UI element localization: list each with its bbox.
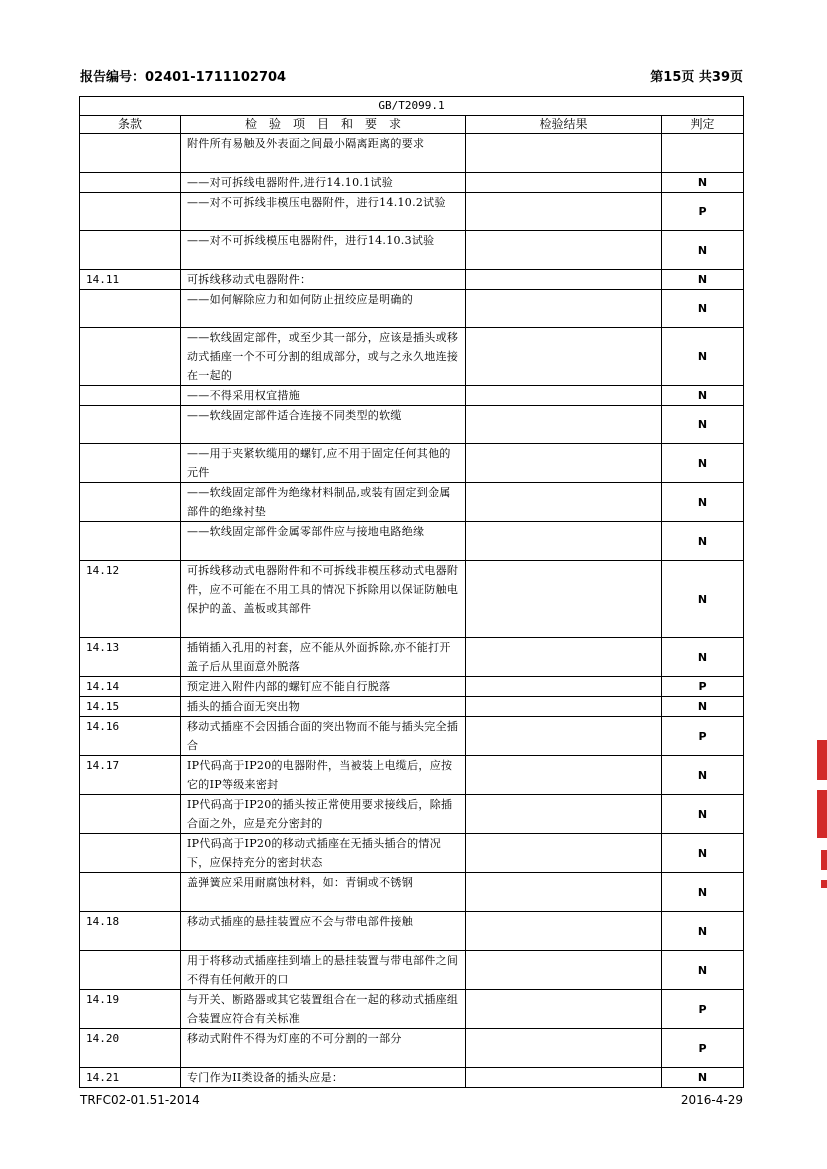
item-cell: ——软线固定部件，或至少其一部分，应该是插头或移动式插座一个不可分割的组成部分，或与之永久地连接在一起的 [181, 328, 466, 386]
clause-cell [80, 951, 181, 990]
clause-cell [80, 483, 181, 522]
result-cell [466, 756, 662, 795]
form-number: TRFC02-01.51-2014 [80, 1093, 200, 1107]
verdict-cell: P [662, 717, 744, 756]
result-cell [466, 990, 662, 1029]
clause-cell: 14.15 [80, 697, 181, 717]
table-row [80, 951, 744, 990]
table-body [80, 134, 744, 1088]
red-stamp-mark [817, 740, 827, 780]
item-cell: ——对可拆线电器附件,进行14.10.1试验 [181, 173, 466, 193]
verdict-cell: N [662, 951, 744, 990]
verdict-cell: N [662, 697, 744, 717]
item-cell: ——如何解除应力和如何防止扭绞应是明确的 [181, 290, 466, 328]
result-cell [466, 483, 662, 522]
result-cell [466, 677, 662, 697]
result-cell [466, 386, 662, 406]
item-cell: 用于将移动式插座挂到墙上的悬挂装置与带电部件之间不得有任何敞开的口 [181, 951, 466, 990]
result-cell [466, 328, 662, 386]
table-row [80, 1068, 744, 1088]
table-row [80, 990, 744, 1029]
item-cell: 专门作为II类设备的插头应是： [181, 1068, 466, 1088]
table-row [80, 290, 744, 328]
column-header-item: 检 验 项 目 和 要 求 [181, 116, 466, 134]
item-cell: 附件所有易触及外表面之间最小隔离距离的要求 [181, 134, 466, 173]
table-row [80, 717, 744, 756]
table-row [80, 638, 744, 677]
result-cell [466, 912, 662, 951]
verdict-cell: N [662, 290, 744, 328]
verdict-cell: N [662, 756, 744, 795]
verdict-cell: P [662, 677, 744, 697]
verdict-cell: N [662, 912, 744, 951]
verdict-cell: N [662, 873, 744, 912]
clause-cell [80, 231, 181, 270]
result-cell [466, 717, 662, 756]
item-cell: 可拆线移动式电器附件和不可拆线非模压移动式电器附件，应不可能在不用工具的情况下拆除用以保证防触电保护的盖、盖板或其部件 [181, 561, 466, 638]
result-cell [466, 561, 662, 638]
result-cell [466, 951, 662, 990]
item-cell: IP代码高于IP20的电器附件，当被装上电缆后，应按它的IP等级来密封 [181, 756, 466, 795]
standard-row [80, 97, 744, 116]
report-number: 报告编号：02401-1711102704 [80, 70, 287, 85]
verdict-cell: P [662, 193, 744, 231]
page-number: 第15页 共39页 [650, 70, 743, 85]
table-row [80, 193, 744, 231]
result-cell [466, 834, 662, 873]
table-row [80, 677, 744, 697]
item-cell: 与开关、断路器或其它装置组合在一起的移动式插座组合装置应符合有关标准 [181, 990, 466, 1029]
clause-cell [80, 328, 181, 386]
item-cell: ——对不可拆线非模压电器附件，进行14.10.2试验 [181, 193, 466, 231]
clause-cell: 14.17 [80, 756, 181, 795]
item-cell: ——软线固定部件为绝缘材料制品,或装有固定到金属部件的绝缘衬垫 [181, 483, 466, 522]
item-cell: 预定进入附件内部的螺钉应不能自行脱落 [181, 677, 466, 697]
verdict-cell: N [662, 270, 744, 290]
clause-cell [80, 386, 181, 406]
result-cell [466, 873, 662, 912]
table-row [80, 912, 744, 951]
item-cell: ——软线固定部件适合连接不同类型的软缆 [181, 406, 466, 444]
clause-cell: 14.19 [80, 990, 181, 1029]
table-row [80, 834, 744, 873]
clause-cell [80, 834, 181, 873]
clause-cell: 14.18 [80, 912, 181, 951]
table-row [80, 173, 744, 193]
item-cell: ——对不可拆线模压电器附件，进行14.10.3试验 [181, 231, 466, 270]
result-cell [466, 193, 662, 231]
red-stamp-mark [817, 790, 827, 838]
red-stamp-mark [821, 850, 827, 870]
verdict-cell: N [662, 406, 744, 444]
verdict-cell: N [662, 386, 744, 406]
clause-cell: 14.20 [80, 1029, 181, 1068]
verdict-cell: N [662, 834, 744, 873]
table-row [80, 697, 744, 717]
form-date: 2016-4-29 [680, 1093, 743, 1107]
item-cell: ——软线固定部件金属零部件应与接地电路绝缘 [181, 522, 466, 561]
table-row [80, 134, 744, 173]
item-cell: 插销插入孔用的衬套，应不能从外面拆除,亦不能打开盖子后从里面意外脱落 [181, 638, 466, 677]
item-cell: IP代码高于IP20的移动式插座在无插头插合的情况下，应保持充分的密封状态 [181, 834, 466, 873]
item-cell: 插头的插合面无突出物 [181, 697, 466, 717]
verdict-cell: P [662, 990, 744, 1029]
table-row [80, 483, 744, 522]
clause-cell: 14.14 [80, 677, 181, 697]
verdict-cell: N [662, 795, 744, 834]
column-header-row [80, 116, 744, 134]
table-row [80, 1029, 744, 1068]
column-header-verdict: 判定 [662, 116, 744, 134]
clause-cell [80, 193, 181, 231]
item-cell: ——不得采用权宜措施 [181, 386, 466, 406]
verdict-cell: N [662, 1068, 744, 1088]
table-row [80, 328, 744, 386]
table-row [80, 561, 744, 638]
clause-cell [80, 290, 181, 328]
verdict-cell: N [662, 444, 744, 483]
result-cell [466, 134, 662, 173]
report-footer [80, 1093, 743, 1111]
result-cell [466, 173, 662, 193]
verdict-cell: N [662, 638, 744, 677]
result-cell [466, 1029, 662, 1068]
clause-cell: 14.21 [80, 1068, 181, 1088]
clause-cell: 14.11 [80, 270, 181, 290]
verdict-cell: P [662, 1029, 744, 1068]
verdict-cell: N [662, 561, 744, 638]
table-row [80, 756, 744, 795]
table-row [80, 873, 744, 912]
result-cell [466, 1068, 662, 1088]
clause-cell [80, 522, 181, 561]
table-row [80, 231, 744, 270]
item-cell: 移动式插座不会因插合面的突出物而不能与插头完全插合 [181, 717, 466, 756]
item-cell: 盖弹簧应采用耐腐蚀材料，如：青铜或不锈钢 [181, 873, 466, 912]
column-header-clause: 条款 [80, 116, 181, 134]
report-header [80, 66, 743, 86]
table-row [80, 270, 744, 290]
verdict-cell: N [662, 231, 744, 270]
table-row [80, 795, 744, 834]
clause-cell: 14.12 [80, 561, 181, 638]
clause-cell [80, 444, 181, 483]
clause-cell [80, 873, 181, 912]
item-cell: 可拆线移动式电器附件： [181, 270, 466, 290]
result-cell [466, 270, 662, 290]
verdict-cell: N [662, 483, 744, 522]
table-row [80, 386, 744, 406]
item-cell: 移动式附件不得为灯座的不可分割的一部分 [181, 1029, 466, 1068]
table-row [80, 444, 744, 483]
clause-cell [80, 795, 181, 834]
clause-cell: 14.16 [80, 717, 181, 756]
verdict-cell [662, 134, 744, 173]
result-cell [466, 444, 662, 483]
verdict-cell: N [662, 328, 744, 386]
result-cell [466, 795, 662, 834]
verdict-cell: N [662, 522, 744, 561]
result-cell [466, 638, 662, 677]
result-cell [466, 290, 662, 328]
table-row [80, 522, 744, 561]
inspection-table [79, 96, 744, 1088]
item-cell: IP代码高于IP20的插头按正常使用要求接线后，除插合面之外，应是充分密封的 [181, 795, 466, 834]
clause-cell [80, 406, 181, 444]
table-row [80, 406, 744, 444]
clause-cell [80, 134, 181, 173]
standard-code: GB/T2099.1 [80, 97, 744, 116]
result-cell [466, 231, 662, 270]
red-stamp-mark [821, 880, 827, 888]
clause-cell: 14.13 [80, 638, 181, 677]
result-cell [466, 522, 662, 561]
result-cell [466, 697, 662, 717]
verdict-cell: N [662, 173, 744, 193]
clause-cell [80, 173, 181, 193]
column-header-result: 检验结果 [466, 116, 662, 134]
item-cell: ——用于夹紧软缆用的螺钉,应不用于固定任何其他的元件 [181, 444, 466, 483]
item-cell: 移动式插座的悬挂装置应不会与带电部件接触 [181, 912, 466, 951]
result-cell [466, 406, 662, 444]
